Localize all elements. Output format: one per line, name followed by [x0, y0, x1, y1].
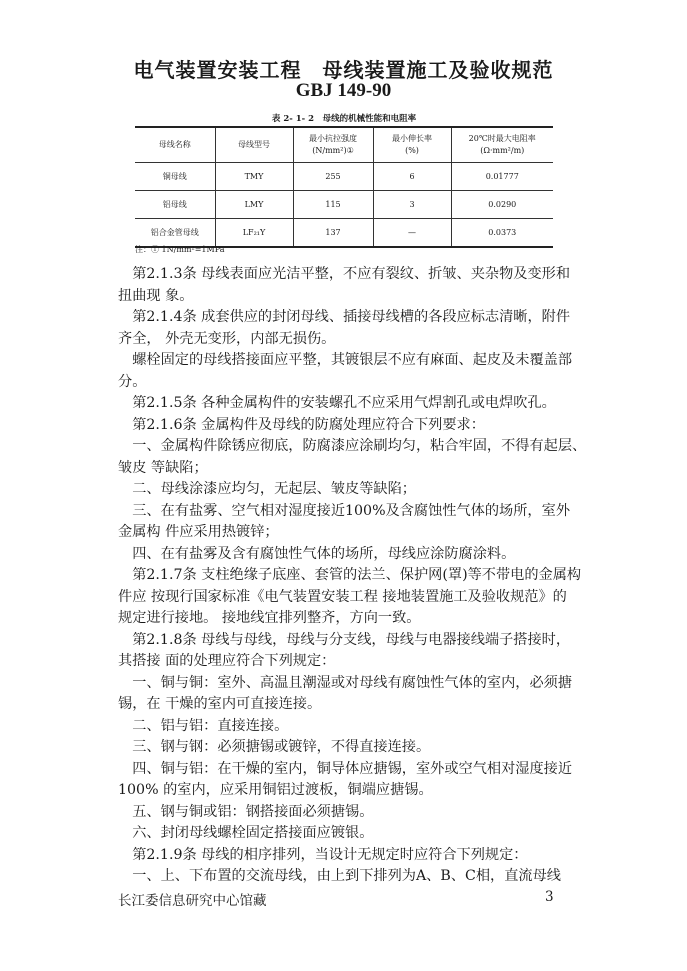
body-line: 一、上、下布置的交流母线，由上到下排列为A、B、C相，直流母线: [118, 868, 561, 884]
table-cell: 137: [293, 219, 373, 248]
busbar-properties-table: [135, 126, 553, 248]
body-line: 100% 的室内，应采用铜铝过渡板，铜端应搪锡。: [118, 782, 433, 798]
table-cell: 6: [373, 163, 451, 191]
header-text: 20℃时最大电阻率: [468, 134, 536, 143]
body-line: 金属构 件应采用热镀锌；: [118, 524, 279, 540]
table-cell: 0.0290: [451, 191, 553, 219]
table-row: [135, 191, 553, 219]
header-resistivity: [451, 127, 553, 163]
header-tensile-strength: [293, 127, 373, 163]
header-text: 最小伸长率: [392, 134, 432, 143]
table-cell: LMY: [215, 191, 293, 219]
body-line: 规定进行接地。 接地线宜排列整齐，方向一致。: [118, 610, 421, 626]
body-line: 第2.1.9条 母线的相序排列，当设计无规定时应符合下列规定：: [118, 846, 528, 863]
body-line: 三、在有盐雾、空气相对湿度接近100%及含腐蚀性气体的场所，室外: [118, 502, 571, 519]
header-elongation: [373, 127, 451, 163]
body-line: 一、铜与铜：室外、高温且潮湿或对母线有腐蚀性气体的室内，必须搪: [118, 674, 573, 691]
table-cell: —: [373, 219, 451, 248]
body-line: 分。: [118, 373, 147, 390]
table-cell: 0.0373: [451, 219, 553, 248]
header-unit: (%): [405, 146, 419, 155]
body-line: 六、封闭母线螺栓固定搭接面应镀银。: [118, 825, 374, 841]
body-line: 四、铜与铝：在干燥的室内，铜导体应搪锡，室外或空气相对湿度接近: [118, 760, 573, 777]
body-line: 螺栓固定的母线搭接面应平整，其镀银层不应有麻面、起皮及未覆盖部: [118, 352, 573, 368]
body-line: 第2.1.8条 母线与母线，母线与分支线，母线与电器接线端子搭接时，: [118, 631, 571, 648]
table-row: [135, 163, 553, 191]
page-number: 3: [545, 889, 554, 905]
table-row: [135, 219, 553, 248]
body-line: 第2.1.3条 母线表面应光洁平整，不应有裂纹、折皱、夹杂物及变形和: [118, 266, 571, 282]
body-line: 四、在有盐雾及含有腐蚀性气体的场所，母线应涂防腐涂料。: [118, 545, 516, 562]
body-line: 齐全， 外壳无变形，内部无损伤。: [118, 330, 336, 347]
table-header-row: [135, 127, 553, 163]
body-line: 皱皮 等缺陷；: [118, 459, 208, 476]
header-busbar-name: [135, 127, 215, 163]
header-unit: (N/mm²)①: [312, 146, 354, 155]
document-title: 电气装置安装工程 母线装置施工及验收规范: [133, 58, 554, 82]
body-line: 一、金属构件除锈应彻底，防腐漆应涂刷均匀，粘合牢固，不得有起层、: [118, 438, 587, 454]
body-line: 其搭接 面的处理应符合下列规定：: [118, 653, 336, 669]
header-text: 母线型号: [238, 140, 270, 149]
body-line: 扭曲现 象。: [118, 287, 194, 304]
standard-code: GBJ 149-90: [295, 80, 392, 101]
body-line: 第2.1.4条 成套供应的封闭母线、插接母线槽的各段应标志清晰，附件: [118, 309, 571, 325]
body-line: 第2.1.5条 各种金属构件的安装螺孔不应采用气焊割孔或电焊吹孔。: [118, 395, 556, 411]
body-line: 件应 按现行国家标准《电气装置安装工程 接地装置施工及验收规范》的: [118, 588, 567, 605]
header-text: 母线名称: [158, 140, 191, 149]
table-cell: 255: [293, 163, 373, 191]
body-line: 五、钢与铜或铝：钢搭接面必须搪锡。: [118, 803, 374, 820]
body-line: 第2.1.6条 金属构件及母线的防腐处理应符合下列要求：: [118, 416, 485, 433]
body-line: 三、钢与钢：必须搪锡或镀锌，不得直接连接。: [118, 739, 431, 755]
footer-source: 长江委信息研究中心馆藏: [118, 893, 267, 909]
body-line: 二、铝与铝：直接连接。: [118, 717, 289, 734]
table-cell: 铝母线: [135, 191, 215, 219]
table-cell: 铜母线: [135, 163, 215, 191]
table-caption: 表 2- 1- 2 母线的机械性能和电阻率: [271, 114, 417, 124]
table-cell: 0.01777: [451, 163, 553, 191]
header-unit: (Ω·mm²/m): [480, 146, 525, 155]
body-text: [118, 264, 587, 888]
body-line: 锡，在 干燥的室内可直接连接。: [118, 696, 322, 712]
body-line: 第2.1.7条 支柱绝缘子底座、套管的法兰、保护网(罩)等不带电的金属构: [118, 567, 582, 583]
table-cell: LF₂₁Y: [215, 219, 293, 248]
body-line: 二、母线涂漆应均匀，无起层、皱皮等缺陷；: [118, 481, 416, 497]
table-note: 注：① 1N/mm²=1MPa: [135, 245, 225, 254]
header-busbar-model: [215, 127, 293, 163]
table-cell: 铝合金管母线: [135, 219, 215, 248]
table-cell: TMY: [215, 163, 293, 191]
header-text: 最小抗拉强度: [309, 134, 357, 143]
table-cell: 3: [373, 191, 451, 219]
table-cell: 115: [293, 191, 373, 219]
